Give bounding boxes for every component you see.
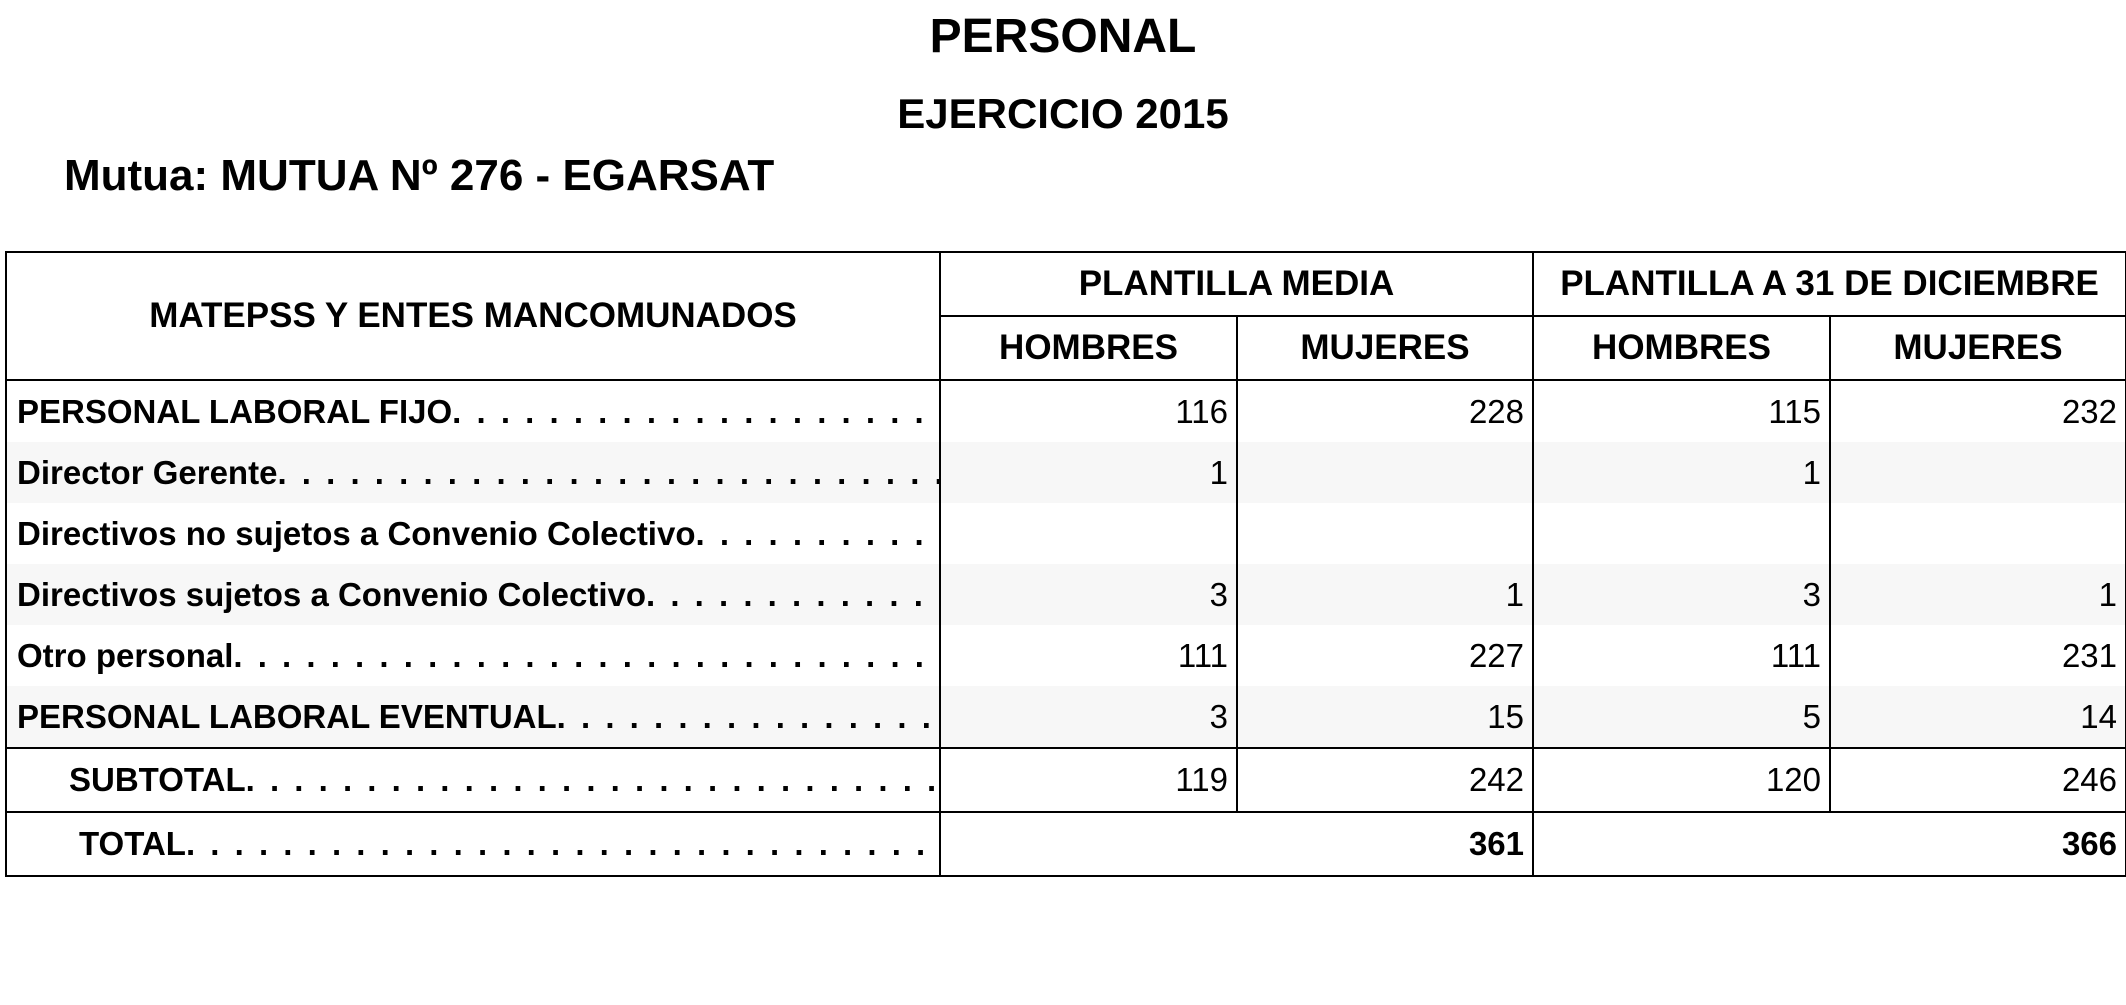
table-cell: 227: [1237, 625, 1533, 686]
table-row: [6, 625, 2126, 686]
column-group-plantilla-media: PLANTILLA MEDIA: [940, 252, 1533, 316]
header-row-groups: [6, 252, 2126, 316]
table-cell: 1: [1533, 442, 1830, 503]
table-cell: [1237, 442, 1533, 503]
row-label: Otro personal . . .: [6, 625, 940, 686]
row-label: Director Gerente . . .: [6, 442, 940, 503]
table-cell: 3: [940, 686, 1237, 748]
table-cell: 5: [1533, 686, 1830, 748]
table-row: [6, 380, 2126, 442]
table-cell: 111: [940, 625, 1237, 686]
table-cell: 1: [1830, 564, 2126, 625]
table-cell: 111: [1533, 625, 1830, 686]
table-row: [6, 442, 2126, 503]
table-cell: 15: [1237, 686, 1533, 748]
table-cell: [1830, 503, 2126, 564]
table-cell: 3: [1533, 564, 1830, 625]
page-title: PERSONAL: [929, 10, 1197, 63]
total-plantilla-media: 361: [940, 812, 1533, 876]
table-cell: 1: [940, 442, 1237, 503]
table-cell: [1237, 503, 1533, 564]
column-header-entity: MATEPSS Y ENTES MANCOMUNADOS: [6, 252, 940, 380]
column-header-dic-hombres: HOMBRES: [1533, 316, 1830, 380]
subtotal-label: SUBTOTAL . . .: [6, 748, 940, 812]
subtotal-cell: 242: [1237, 748, 1533, 812]
total-plantilla-31-dic: 366: [1533, 812, 2126, 876]
table-row: [6, 564, 2126, 625]
subtotal-cell: 119: [940, 748, 1237, 812]
subtotal-row: [6, 748, 2126, 812]
mutua-label: Mutua: MUTUA Nº 276 - EGARSAT: [64, 151, 775, 200]
row-label: PERSONAL LABORAL EVENTUAL . . .: [6, 686, 940, 748]
table-row: [6, 503, 2126, 564]
personal-table: [5, 251, 2126, 877]
page-subtitle: EJERCICIO 2015: [897, 90, 1229, 137]
row-label: PERSONAL LABORAL FIJO . . .: [6, 380, 940, 442]
table-cell: [1830, 442, 2126, 503]
table-cell: 1: [1237, 564, 1533, 625]
column-header-media-hombres: HOMBRES: [940, 316, 1237, 380]
table-cell: 228: [1237, 380, 1533, 442]
total-label: TOTAL . . .: [6, 812, 940, 876]
table-cell: 14: [1830, 686, 2126, 748]
table-cell: 232: [1830, 380, 2126, 442]
column-header-media-mujeres: MUJERES: [1237, 316, 1533, 380]
table-cell: [1533, 503, 1830, 564]
subtotal-cell: 120: [1533, 748, 1830, 812]
row-label: Directivos no sujetos a Convenio Colectivo . . .: [6, 503, 940, 564]
subtotal-cell: 246: [1830, 748, 2126, 812]
column-header-dic-mujeres: MUJERES: [1830, 316, 2126, 380]
table-cell: [940, 503, 1237, 564]
table-cell: 231: [1830, 625, 2126, 686]
total-row: [6, 812, 2126, 876]
table-cell: 115: [1533, 380, 1830, 442]
table-cell: 3: [940, 564, 1237, 625]
column-group-plantilla-31-dic: PLANTILLA A 31 DE DICIEMBRE: [1533, 252, 2126, 316]
row-label: Directivos sujetos a Convenio Colectivo . . .: [6, 564, 940, 625]
table-row: [6, 686, 2126, 748]
table-cell: 116: [940, 380, 1237, 442]
